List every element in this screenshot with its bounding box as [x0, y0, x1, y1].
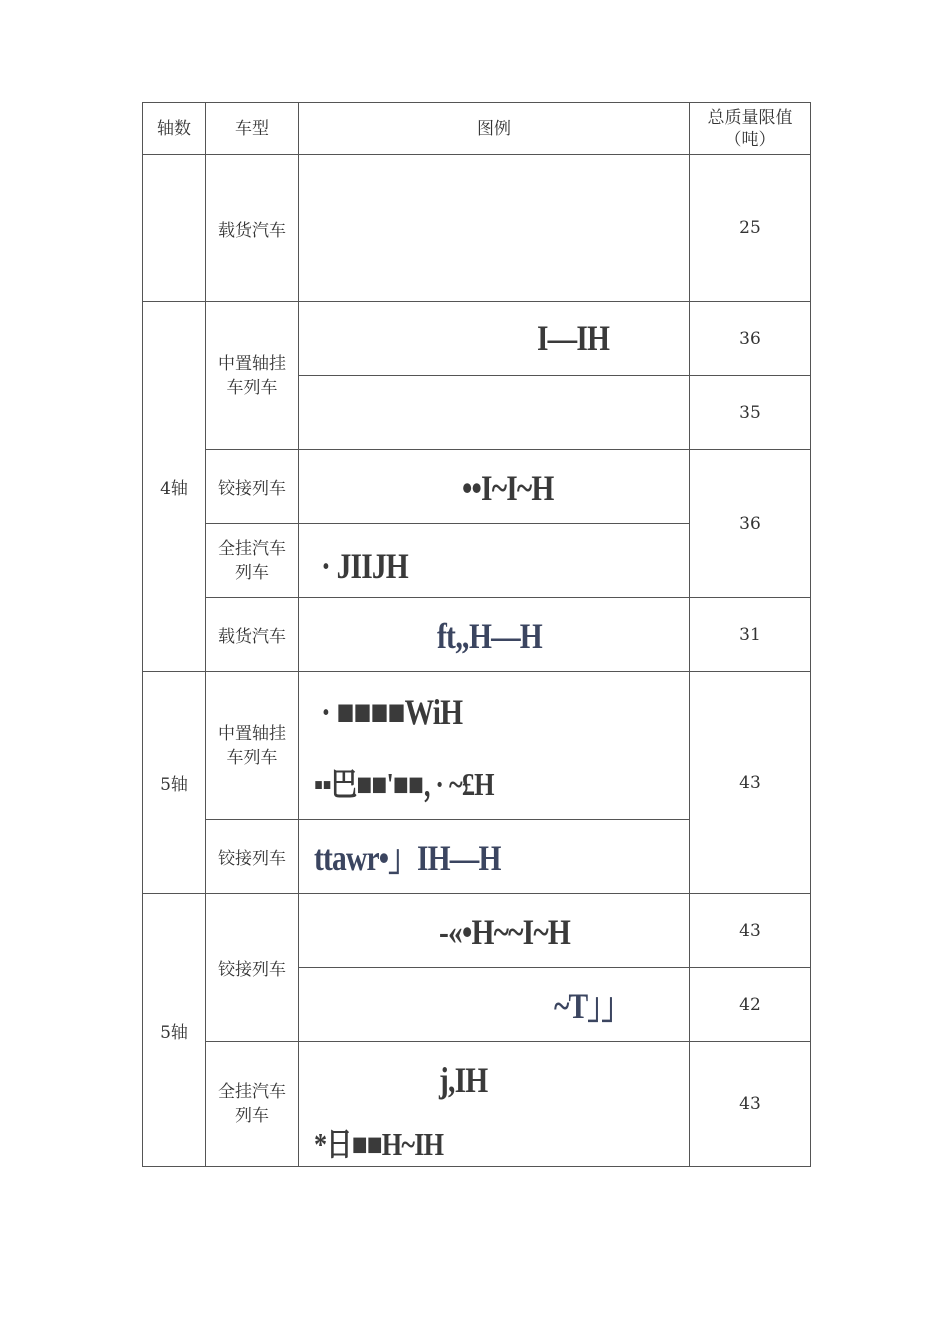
figure-cell [299, 894, 690, 968]
weight-limit-cell: 31 [690, 598, 811, 672]
vehicle-type-text: 全挂汽车列车 [218, 1082, 286, 1126]
vehicle-type-cell: 载货汽车 [206, 598, 299, 672]
table-header-row [143, 103, 811, 155]
vehicle-type-cell: 铰接列车 [206, 450, 299, 524]
vehicle-type-cell: 载货汽车 [206, 155, 299, 302]
table-row [143, 598, 811, 672]
weight-limit-cell: 43 [690, 672, 811, 894]
weight-limit-cell: 25 [690, 155, 811, 302]
vehicle-type-cell [206, 672, 299, 820]
table-row [143, 302, 811, 376]
figure-cell [299, 524, 690, 598]
figure-text: ~T」」 [554, 986, 631, 1026]
figure-text: · JIIJH [321, 546, 408, 586]
vehicle-type-cell: 铰接列车 [206, 894, 299, 1042]
vehicle-type-cell: 铰接列车 [206, 820, 299, 894]
weight-limit-cell: 43 [690, 894, 811, 968]
axle-weight-limits-table [142, 102, 811, 1167]
header-weight-limit-line1: 总质量限值 [707, 107, 793, 128]
axles-cell [143, 155, 206, 302]
figure-cell [299, 968, 690, 1042]
vehicle-type-cell [206, 302, 299, 450]
weight-limit-cell: 42 [690, 968, 811, 1042]
table-row [143, 450, 811, 524]
table-row [143, 155, 811, 302]
table-row [143, 894, 811, 968]
figure-cell [299, 672, 690, 820]
figure-text-secondary: *日■■H~IH [314, 1126, 444, 1162]
weight-limit-cell: 36 [690, 302, 811, 376]
axles-cell: 4轴 [143, 302, 206, 672]
figure-text: j,IH [439, 1060, 488, 1100]
figure-cell [299, 820, 690, 894]
figure-cell [299, 155, 690, 302]
figure-text: ••I~I~H [462, 468, 554, 508]
header-vehicle-type: 车型 [206, 103, 299, 155]
figure-text: I—IH [537, 318, 610, 358]
vehicle-type-cell [206, 1042, 299, 1167]
vehicle-type-text: 全挂汽车列车 [218, 538, 286, 583]
figure-text: ttawr•」IH—H [314, 838, 501, 878]
figure-text: ft„H—H [437, 616, 542, 656]
figure-cell [299, 376, 690, 450]
header-weight-limit-line2: （吨） [724, 129, 776, 150]
weight-limit-cell: 35 [690, 376, 811, 450]
header-weight-limit [690, 103, 811, 155]
figure-cell [299, 450, 690, 524]
figure-cell [299, 598, 690, 672]
figure-text: · ■■■■WiH [321, 692, 463, 732]
vehicle-type-text: 中置轴挂车列车 [218, 723, 286, 768]
weight-limit-cell: 36 [690, 450, 811, 598]
header-legend: 图例 [299, 103, 690, 155]
header-axles: 轴数 [143, 103, 206, 155]
axles-cell: 5轴 [143, 672, 206, 894]
weight-limit-cell: 43 [690, 1042, 811, 1167]
axles-cell: 5轴 [143, 894, 206, 1167]
vehicle-type-text: 中置轴挂车列车 [218, 353, 286, 398]
vehicle-type-cell [206, 524, 299, 598]
figure-text-secondary: ▪▪巴■■'■■，· ~£H [314, 766, 494, 802]
table-row [143, 1042, 811, 1167]
figure-text: -«•H~~I~H [439, 912, 571, 952]
figure-cell [299, 302, 690, 376]
figure-cell [299, 1042, 690, 1167]
table-row [143, 672, 811, 820]
